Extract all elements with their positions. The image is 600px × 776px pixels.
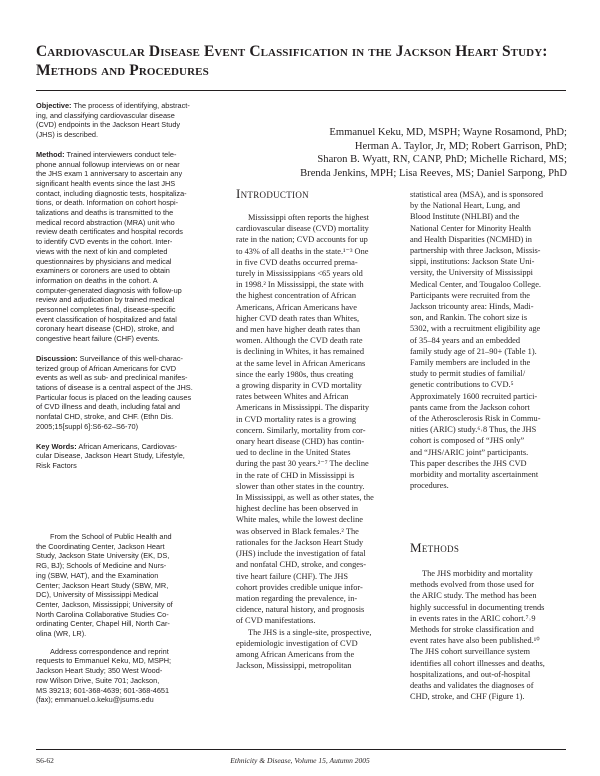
- affiliation-line: RG, BJ); Schools of Medicine and Nurs-: [36, 561, 167, 571]
- body-line: In Mississippi, as well as other states, the: [236, 493, 374, 503]
- abstract-line: talizations and deaths is transmitted to the: [36, 208, 174, 218]
- keywords-label: Key Words:: [36, 441, 77, 451]
- abstract-line: Risk Factors: [36, 460, 77, 470]
- body-line: event rates have also been published.¹⁰: [410, 636, 540, 646]
- body-line: women. Although the CVD death rate: [236, 336, 363, 346]
- abstract-line: (JHS) is described.: [36, 130, 99, 140]
- abstract-line: The process of identifying, abstract-: [73, 101, 190, 110]
- introduction-column-1: [236, 212, 398, 671]
- title-line: Cardiovascular Disease Event Classification in the Jackson Heart Study:: [36, 43, 548, 60]
- body-line: and “JHS/ARIC joint” participants.: [410, 447, 529, 457]
- abstract-line: review and adjudication by trained medical: [36, 295, 175, 305]
- introduction-column-2: [410, 189, 572, 491]
- body-line: during the past 30 years.²⁻⁷ The decline: [236, 459, 369, 469]
- body-line: son, and Rankin. The cohort size is: [410, 313, 528, 323]
- body-line: (JHS) include the investigation of fatal: [236, 549, 366, 559]
- body-line: nities (ARIC) study.⁶˒8 Thus, the JHS: [410, 425, 537, 435]
- body-line: Family members are included in the: [410, 358, 531, 368]
- author-line: Sharon B. Wyatt, RN, CANP, PhD; Michelle Richard, MS;: [317, 154, 567, 165]
- abstract-line: tions, or death. Information on cohort hospi-: [36, 198, 179, 208]
- body-line: The JHS cohort surveillance system: [410, 647, 531, 657]
- body-line: pants came from the Jackson cohort: [410, 402, 530, 412]
- abstract-line: views with the next of kin and completed: [36, 246, 168, 256]
- body-line: of CVD manifestations.: [236, 616, 316, 626]
- abstract-line: to identify CVD events in the cohort. Inter-: [36, 237, 173, 247]
- abstract-keywords: [36, 442, 224, 471]
- body-line: CHD, stroke, and CHF (Figure 1).: [410, 692, 525, 702]
- methods-heading: Methods: [410, 540, 460, 555]
- affiliation-line: olina (WR, LR).: [36, 629, 87, 639]
- abstract-line: coronary heart disease (CHD), stroke, and: [36, 324, 174, 334]
- body-line: is declining in Whites, it has remained: [236, 347, 364, 357]
- correspondence-line: (fax); emmanuel.o.keku@jsums.edu: [36, 695, 154, 705]
- body-line: in CVD mortality rates is a growing: [236, 414, 357, 424]
- body-line: 5302, with a recruitment eligibility age: [410, 324, 541, 334]
- body-line: in the rate of CHD in Mississippi is: [236, 470, 355, 480]
- affiliation-line: North Carolina Collaborative Studies Co-: [36, 609, 169, 619]
- body-line: Participants were recruited from the: [410, 290, 531, 300]
- body-line: The JHS is a single-site, prospective,: [248, 627, 372, 637]
- body-line: cohort provides credible unique infor-: [236, 582, 363, 592]
- body-line: in events rates in the ARIC cohort.⁷˒9: [410, 613, 536, 623]
- affiliation-line: Center, Jackson, Mississippi; University of: [36, 599, 173, 609]
- article-title: [36, 42, 566, 80]
- abstract-line: computer-generated diagnosis with follow-up: [36, 285, 182, 295]
- body-line: and men have higher death rates than: [236, 325, 361, 335]
- author-line: Herman A. Taylor, Jr, MD; Robert Garrison, PhD;: [354, 140, 567, 152]
- abstract-line: Particular focus is placed on the leading causes: [36, 392, 192, 402]
- body-line: White males, while the lowest decline: [236, 515, 363, 525]
- correspondence-line: Jackson Heart Study; 350 West Wood-: [36, 666, 163, 676]
- body-line: of 35–84 years and an embedded: [410, 335, 521, 345]
- title-rule: [36, 90, 566, 91]
- body-line: Approximately 1600 recruited partici-: [410, 391, 538, 401]
- body-line: versity, the University of Mississippi: [410, 268, 533, 278]
- introduction-heading: Introduction: [236, 186, 309, 201]
- author-list: [237, 126, 567, 180]
- body-line: National Center for Minority Health: [410, 223, 531, 233]
- body-line: slower than other states in the country.: [236, 481, 365, 491]
- body-line: rate in the nation; CVD accounts for up: [236, 235, 368, 245]
- body-line: methods evolved from those used for: [410, 580, 534, 590]
- body-line: was observed in Black females.² The: [236, 526, 359, 536]
- body-line: in five CVD deaths occurred prema-: [236, 257, 358, 267]
- abstract-line: 2005;15[suppl 6]:S6-62–S6-70): [36, 421, 139, 431]
- body-line: Mississippi often reports the highest: [248, 213, 369, 222]
- abstract-line: tations of disease is a central aspect of the JHS.: [36, 382, 193, 392]
- author-line: Brenda Jenkins, MPH; Lisa Reeves, MS; Daniel Sarpong, PhD: [300, 167, 567, 179]
- body-line: the ARIC study. The method has been: [410, 591, 537, 601]
- body-line: and nonfatal CHD, stroke, and conges-: [236, 560, 366, 570]
- body-line: to 43% of all deaths in the state.¹⁻³ One: [236, 246, 369, 256]
- body-line: sippi, institutions: Jackson State Uni-: [410, 257, 535, 267]
- body-line: since the early 1980s, thus creating: [236, 369, 354, 379]
- body-line: among African Americans from the: [236, 649, 355, 659]
- body-line: higher CVD death rates than Whites,: [236, 313, 360, 323]
- body-line: Methods for stroke classification and: [410, 625, 534, 635]
- affiliations: [36, 532, 224, 705]
- body-line: mation regarding the prevalence, in-: [236, 593, 358, 603]
- method-label: Method:: [36, 149, 65, 159]
- methods-column: [410, 568, 572, 702]
- abstract-line: personnel completes final, disease-specific: [36, 305, 176, 315]
- body-line: hospitalizations, and out-of-hospital: [410, 669, 531, 679]
- abstract-line: contact, including diagnostic tests, hospitaliza-: [36, 188, 187, 198]
- journal-citation: Ethnicity & Disease, Volume 15, Autumn 2005: [230, 756, 370, 765]
- body-line: cidence, natural history, and prognosis: [236, 605, 365, 615]
- affiliation-line: Study, Jackson State University (EK, DS,: [36, 551, 170, 561]
- abstract-line: significant health events since the last JHS: [36, 178, 176, 188]
- author-line: Emmanuel Keku, MD, MSPH; Wayne Rosamond, PhD;: [329, 127, 567, 138]
- body-line: tive heart failure (CHF). The JHS: [236, 571, 348, 581]
- body-line: at the same level in African Americans: [236, 358, 366, 368]
- affiliation-line: DC), University of Mississippi Medical: [36, 590, 159, 600]
- body-line: Americans in Mississippi. The disparity: [236, 403, 370, 413]
- title-line: Methods and Procedures: [36, 62, 209, 79]
- body-line: rationales for the Jackson Heart Study: [236, 537, 364, 547]
- affiliation-line: ordinating Center, Chapel Hill, North Car-: [36, 619, 170, 629]
- abstract-line: examiners or coroners are used to obtain: [36, 266, 170, 276]
- abstract-line: congestive heart failure (CHF) events.: [36, 334, 160, 344]
- body-line: cardiovascular disease (CVD) mortality: [236, 224, 369, 234]
- body-line: ued to decline in the United States: [236, 448, 351, 458]
- body-line: statistical area (MSA), and is sponsored: [410, 190, 544, 199]
- body-line: deaths and validates the diagnoses of: [410, 681, 534, 691]
- abstract-line: the JHS exam 1 anniversary to ascertain any: [36, 169, 183, 179]
- abstract-method: [36, 150, 224, 344]
- body-line: by the National Heart, Lung, and: [410, 201, 521, 211]
- body-line: genetic contributions to CVD.⁵: [410, 380, 514, 390]
- footer-rule: [36, 749, 566, 750]
- abstract-line: cular Disease, Jackson Heart Study, Lifestyle,: [36, 451, 185, 461]
- body-line: This paper describes the JHS CVD: [410, 458, 527, 468]
- body-line: the highest concentration of African: [236, 291, 357, 301]
- abstract-line: Trained interviewers conduct tele-: [66, 149, 177, 159]
- abstract-discussion: [36, 354, 224, 432]
- body-line: procedures.: [410, 481, 449, 491]
- abstract-line: ing, and classifying cardiovascular disease: [36, 110, 175, 120]
- abstract-objective: [36, 101, 224, 140]
- body-line: identifies all cohort illnesses and deaths,: [410, 658, 545, 668]
- correspondence-line: requests to Emmanuel Keku, MD, MSPH;: [36, 656, 172, 666]
- body-line: a growing disparity in CVD mortality: [236, 381, 362, 391]
- abstract-line: phone annual followup interviews on or near: [36, 159, 180, 169]
- body-line: Jackson tricounty area: Hinds, Madi-: [410, 302, 534, 312]
- affiliation-line: the Coordinating Center, Jackson Heart: [36, 541, 165, 551]
- abstract-line: Surveillance of this well-charac-: [79, 353, 183, 363]
- correspondence-line: MS 39213; 601-368-4639; 601-368-4651: [36, 685, 170, 695]
- abstract-line: medical record abstraction (MRA) unit who: [36, 217, 175, 227]
- body-line: concern. Similarly, mortality from cor-: [236, 425, 366, 435]
- discussion-label: Discussion:: [36, 353, 78, 363]
- page-number: S6-62: [36, 756, 54, 765]
- abstract-line: events as well as sub- and preclinical manifes-: [36, 373, 188, 383]
- body-line: highly successful in documenting trends: [410, 602, 545, 612]
- body-line: turely in Mississippians <65 years old: [236, 269, 363, 279]
- body-line: onary heart disease (CHD) has contin-: [236, 437, 365, 447]
- body-line: study to permit studies of familial/: [410, 369, 526, 379]
- body-line: family study age of 21–90+ (Table 1).: [410, 346, 537, 356]
- abstract-line: event classification of hospitalized and fatal: [36, 314, 177, 324]
- body-line: highest decline has been observed in: [236, 504, 359, 514]
- abstract-line: (CVD) endpoints in the Jackson Heart Study: [36, 120, 181, 130]
- abstract-line: review death certificates and hospital records: [36, 227, 183, 237]
- body-line: Americans, African Americans have: [236, 302, 357, 312]
- body-line: Blood Institute (NHLBI) and the: [410, 212, 520, 222]
- body-line: Jackson, Mississippi, metropolitan: [236, 661, 352, 671]
- affiliation-line: Center; Jackson Heart Study (SBW, MR,: [36, 580, 169, 590]
- objective-label: Objective:: [36, 101, 72, 110]
- body-line: partnership with three Jackson, Missis-: [410, 246, 541, 256]
- abstract-line: nonfatal CHD, stroke, and CHF. (Ethn Dis.: [36, 412, 174, 422]
- affiliation-line: From the School of Public Health and: [50, 532, 172, 541]
- abstract-line: African Americans, Cardiovas-: [78, 441, 178, 451]
- body-line: in 1998.² In Mississippi, the state with: [236, 280, 364, 290]
- abstract-line: questionnaires by physicians and medical: [36, 256, 172, 266]
- body-line: cohort is composed of “JHS only”: [410, 436, 525, 446]
- body-line: of the Atherosclerosis Risk in Commu-: [410, 414, 541, 424]
- correspondence-line: Address correspondence and reprint: [50, 646, 169, 656]
- body-line: rates between Whites and African: [236, 392, 349, 402]
- abstract-line: information on deaths in the cohort. A: [36, 275, 158, 285]
- body-line: epidemiologic investigation of CVD: [236, 638, 358, 648]
- affiliation-line: ing (SBW, HAT), and the Examination: [36, 570, 159, 580]
- abstract-line: of CVD illness and death, including fatal and: [36, 402, 181, 412]
- body-line: The JHS morbidity and mortality: [422, 569, 533, 578]
- body-line: morbidity and mortality ascertainment: [410, 470, 539, 480]
- body-line: Medical Center, and Tougaloo College.: [410, 279, 542, 289]
- abstract-line: terized group of African Americans for CVD: [36, 363, 177, 373]
- correspondence-line: row Wilson Drive, Suite 701; Jackson,: [36, 675, 160, 685]
- body-line: and Health Disparities (NCMHD) in: [410, 234, 532, 244]
- abstract: [36, 101, 224, 471]
